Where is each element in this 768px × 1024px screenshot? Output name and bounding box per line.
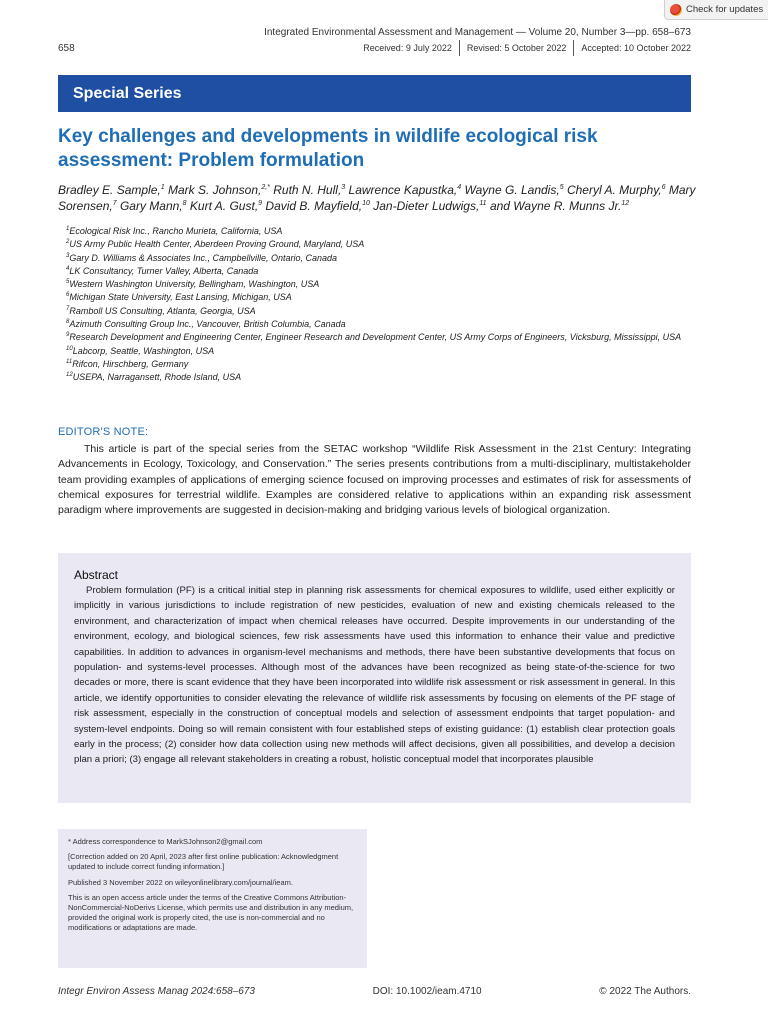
affiliation-text: Gary D. Williams & Associates Inc., Campbellville, Ontario, Canada — [69, 252, 338, 263]
check-for-updates-label: Check for updates — [686, 4, 764, 15]
author — [567, 183, 666, 197]
author — [349, 183, 462, 197]
author-affiliation-mark: 12 — [621, 200, 630, 207]
affiliation-number: 11 — [66, 358, 73, 365]
journal-line: Integrated Environmental Assessment and Management — Volume 20, Number 3—pp. 658–673 — [264, 27, 691, 38]
author-affiliation-mark: 4 — [457, 184, 462, 191]
affiliation-number: 1 — [66, 226, 70, 232]
article-dates — [363, 40, 691, 56]
affiliation-text: Labcorp, Seattle, Washington, USA — [72, 345, 215, 356]
author-affiliation-mark: 5 — [559, 184, 564, 191]
author — [190, 199, 262, 213]
author-name: Cheryl A. Murphy, — [566, 183, 662, 197]
author-name: Lawrence Kapustka, — [348, 183, 458, 197]
affiliation — [66, 357, 706, 370]
affiliation — [66, 330, 706, 343]
abstract-heading: Abstract — [74, 568, 119, 582]
author-name: Kurt A. Gust, — [189, 199, 259, 213]
author — [58, 183, 165, 197]
affiliation-text: Western Washington University, Bellingham, Washington, USA — [69, 279, 320, 290]
author-affiliation-mark: 10 — [362, 200, 370, 207]
affiliation-text: Research Development and Engineering Center, Engineer Research and Development Center, US Army Corps of Engineers, Vicksburg, Mississippi, USA — [69, 332, 682, 343]
footer-doi[interactable]: DOI: 10.1002/ieam.4710 — [372, 986, 482, 997]
author-name: Mark S. Johnson, — [167, 183, 262, 197]
author — [465, 183, 564, 197]
affiliation-list — [66, 224, 706, 384]
affiliation — [66, 317, 706, 330]
abstract-box — [58, 553, 691, 803]
author-affiliation-mark: 6 — [661, 184, 666, 191]
affiliation — [66, 344, 706, 357]
published-note: Published 3 November 2022 on wileyonlinelibrary.com/journal/ieam. — [68, 877, 293, 887]
author-affiliation-mark: 7 — [112, 200, 117, 207]
affiliation — [66, 290, 706, 303]
author-name: Bradley E. Sample, — [58, 183, 161, 197]
author-name: and Wayne R. Munns Jr. — [489, 199, 622, 213]
author-affiliation-mark: 9 — [258, 200, 263, 207]
affiliation-number: 5 — [66, 279, 70, 286]
author — [265, 199, 370, 213]
affiliation — [66, 304, 706, 317]
author-name: Mary Sorensen, — [58, 183, 696, 213]
page-footer — [58, 986, 691, 997]
affiliation-number: 9 — [66, 332, 70, 339]
received-date: Received: 9 July 2022 — [363, 43, 452, 53]
author-name: Ruth N. Hull, — [273, 183, 342, 197]
footer-citation: Integr Environ Assess Manag 2024:658–673 — [58, 986, 255, 997]
author-affiliation-mark: 11 — [479, 200, 487, 207]
affiliation-text: US Army Public Health Center, Aberdeen Proving Ground, Maryland, USA — [69, 239, 365, 250]
accepted-date: Accepted: 10 October 2022 — [573, 40, 691, 56]
revised-date: Revised: 5 October 2022 — [459, 40, 574, 56]
correction-note: [Correction added on 20 April, 2023 after first online publication: Acknowledgment updated to include correct funding information.] — [68, 852, 339, 872]
affiliation-text: USEPA, Narragansett, Rhode Island, USA — [72, 372, 242, 383]
editors-note-heading: EDITOR'S NOTE: — [58, 426, 149, 438]
correspondence-note: * Address correspondence to MarkSJohnson2@gmail.com — [68, 837, 263, 846]
author-affiliation-mark: 3 — [341, 184, 346, 191]
affiliation-text: LK Consultancy, Turner Valley, Alberta, Canada — [69, 265, 259, 276]
author-affiliation-mark: 8 — [182, 200, 187, 207]
affiliation-text: Michigan State University, East Lansing, Michigan, USA — [69, 292, 292, 303]
affiliation-text: Azimuth Consulting Group Inc., Vancouver, British Columbia, Canada — [69, 319, 346, 330]
author — [490, 199, 629, 213]
affiliation-number: 7 — [66, 305, 70, 312]
affiliation-number: 3 — [66, 252, 70, 259]
author-list — [58, 181, 698, 213]
editors-note-body: This article is part of the special series from the SETAC workshop “Wildlife Risk Assessment in the 21st Century: Integrating Advancements in Ecology, Toxicology, and Conservation.” The series presents contributions from a multi-disciplinary, multistakeholder team providing examples of applications of emerging science focused on improving processes and estimates of risk for assessments of chemical exposures for terrestrial wildlife. Examples are considered relative to applications within an expanding risk assessment paradigm where improvements are suggested in decision-making and bridging various levels of biological organization. — [58, 443, 691, 517]
author — [373, 199, 486, 213]
affiliation — [66, 370, 706, 383]
affiliation — [66, 264, 706, 277]
affiliation-number: 10 — [66, 345, 73, 352]
affiliation — [66, 224, 706, 237]
affiliation — [66, 251, 706, 264]
affiliation-number: 2 — [66, 239, 70, 246]
affiliation-text: Rifcon, Hirschberg, Germany — [72, 358, 189, 369]
author-name: Gary Mann, — [119, 199, 183, 213]
author-affiliation-mark: 2,* — [261, 184, 270, 191]
crossmark-icon — [670, 4, 682, 16]
author — [120, 199, 187, 213]
affiliation-number: 4 — [66, 265, 70, 272]
page-number: 658 — [58, 43, 75, 54]
footer-copyright: © 2022 The Authors. — [599, 986, 691, 997]
author — [273, 183, 345, 197]
affiliation-text: Ecological Risk Inc., Rancho Murieta, California, USA — [69, 226, 283, 236]
special-series-banner: Special Series — [58, 75, 691, 112]
article-title: Key challenges and developments in wildlife ecological risk assessment: Problem formulation — [58, 126, 598, 171]
affiliation — [66, 277, 706, 290]
license-note: This is an open access article under the terms of the Creative Commons Attribution-NonCommercial-NoDerivs License, which permits use and distribution in any medium, provided the original work is properly cited, the use is non-commercial and no modifications or adaptations are made. — [68, 892, 354, 933]
affiliation-number: 8 — [66, 319, 70, 326]
affiliation-text: Ramboll US Consulting, Atlanta, Georgia, USA — [69, 305, 256, 316]
abstract-body: Problem formulation (PF) is a critical initial step in planning risk assessments for chemical exposures to wildlife, used either explicitly or implicitly in various jurisdictions to include registration of new pesticides, evaluation of new and existing chemicals released to the environment, and characterization of impact when chemical releases have occurred. Despite improvements in our understanding of the environment, ecology, and biological sciences, few risk assessments have used this information to enhance their value and predictive capabilities. In addition to advances in organism-level mechanisms and methods, there have been substantive developments that focus on population- and systems-level processes. Although most of the advances have been recognized as being state-of-the-science for two decades or more, there is scant evidence that they have been incorporated into wildlife risk assessment or risk assessment in general. In this article, we identify opportunities to consider elevating the relevance of wildlife risk assessments by focusing on elements of the PF stage of risk assessment, especially in the construction of conceptual models and selection of assessment endpoints that target population- and system-level endpoints. Doing so will remain consistent with four established steps of existing guidance: (1) establish clear protection goals early in the process; (2) consider how data collection using new methods will affect decisions, given all possibilities, and develop a decision plan a priori; (3) engage all relevant stakeholders in creating a robust, holistic conceptual model that incorporates plausible — [74, 585, 675, 766]
author-affiliation-mark: 1 — [160, 184, 165, 191]
check-for-updates-badge[interactable] — [664, 0, 768, 20]
author-name: Jan-Dieter Ludwigs, — [373, 199, 480, 213]
author-name: Wayne G. Landis, — [464, 183, 560, 197]
affiliation — [66, 237, 706, 250]
affiliation-number: 6 — [66, 292, 70, 299]
affiliation-number: 12 — [66, 372, 73, 379]
author-name: David B. Mayfield, — [265, 199, 363, 213]
footnote-box — [58, 829, 367, 968]
author — [168, 183, 270, 197]
